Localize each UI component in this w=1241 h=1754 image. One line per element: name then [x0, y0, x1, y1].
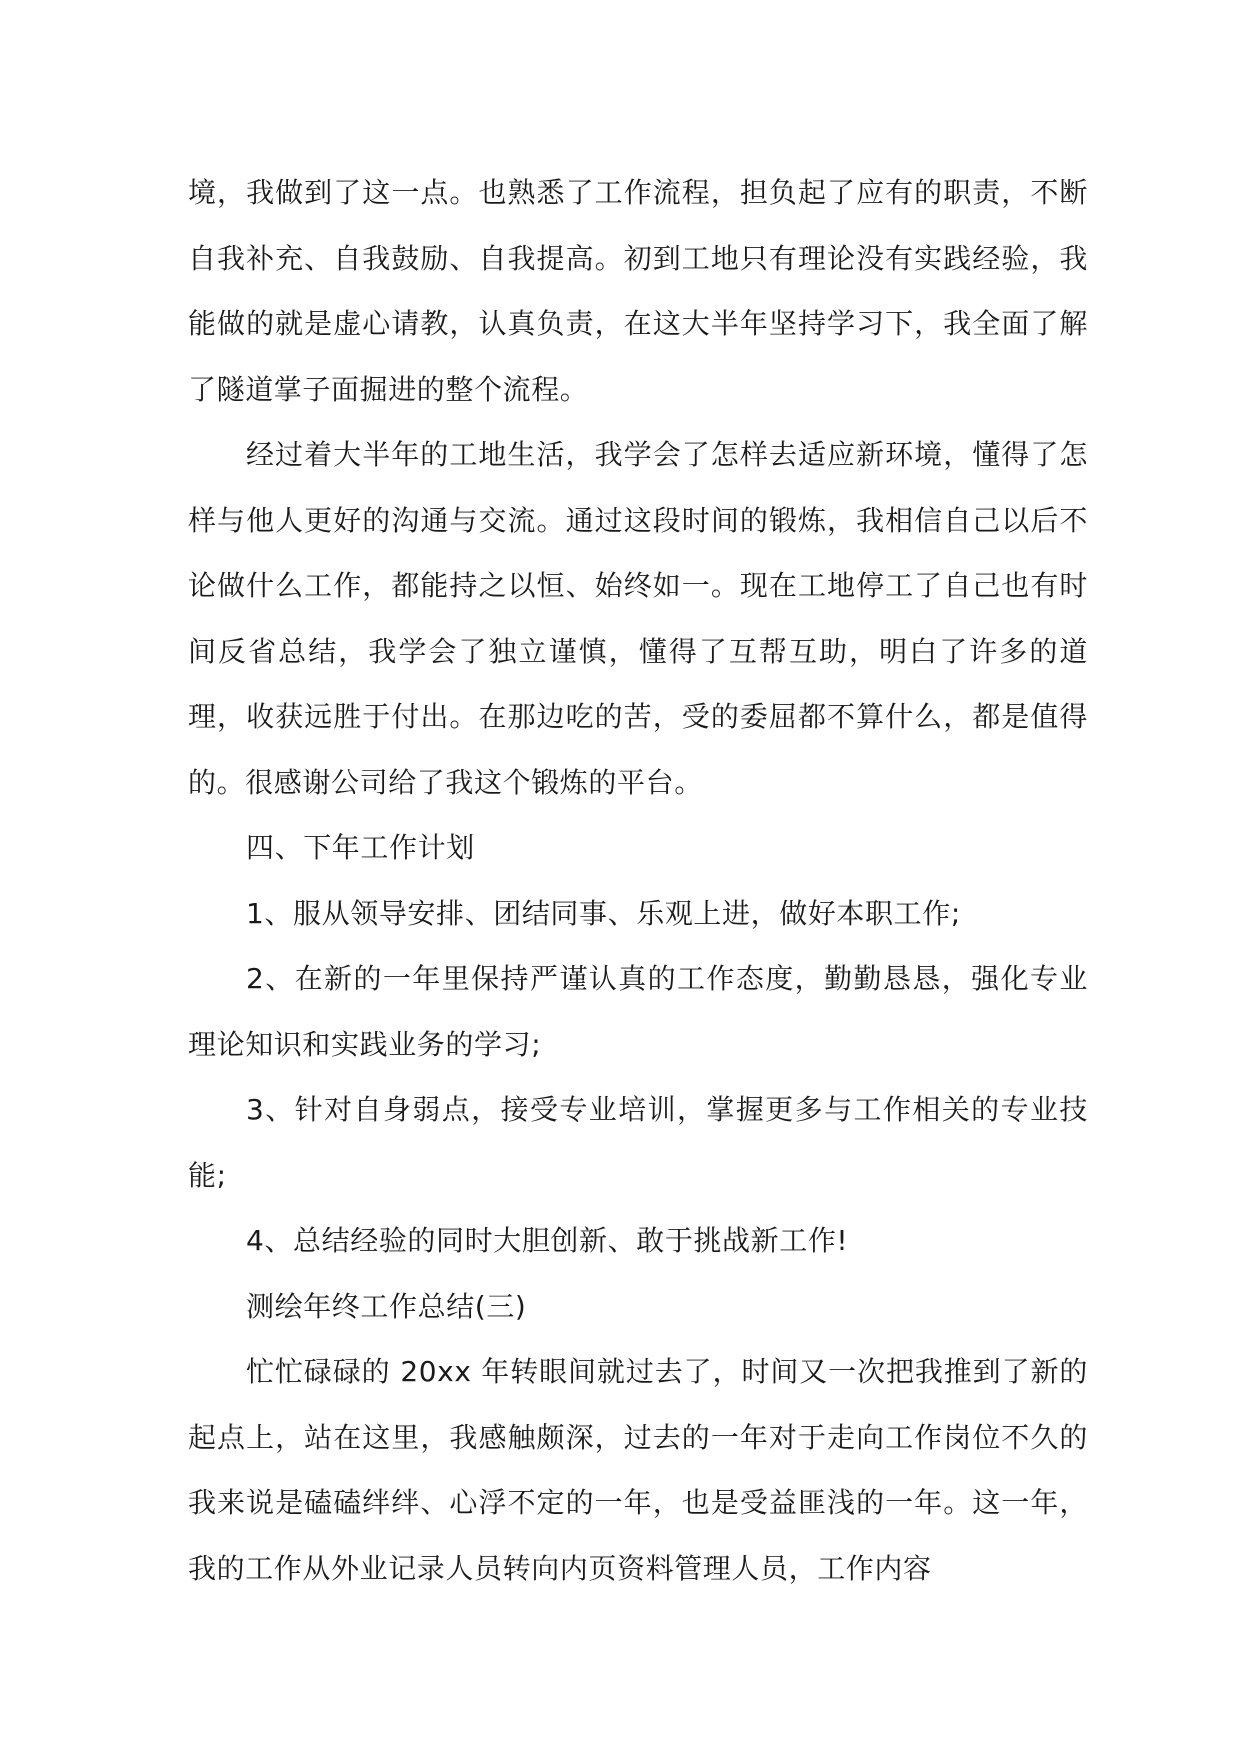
section-heading-work-plan: 四、下年工作计划 [246, 831, 475, 864]
paragraph-1: 境，我做到了这一点。也熟悉了工作流程，担负起了应有的职责，不断自我补充、自我鼓励、自我提高。初到工地只有理论没有实践经验，我能做的就是虚心请教，认真负责，在这大半年坚持学习下，我全面了解了隧道掌子面掘进的整个流程。 [188, 176, 1088, 406]
plan-item-1: 1、服从领导安排、团结同事、乐观上进，做好本职工作; [246, 896, 961, 930]
paragraph-summary-3-intro: 忙忙碌碌的 20xx 年转眼间就过去了，时间又一次把我推到了新的起点上，站在这里，我感触颇深，过去的一年对于走向工作岗位不久的我来说是磕磕绊绊、心浮不定的一年，也是受益匪浅的一年。这一年，我的工作从外业记录人员转向内页资料管理人员，工作内容 [188, 1355, 1088, 1585]
section-title-summary-3: 测绘年终工作总结(三) [246, 1289, 527, 1323]
plan-item-4: 4、总结经验的同时大胆创新、敢于挑战新工作! [246, 1224, 849, 1257]
paragraph-2: 经过着大半年的工地生活，我学会了怎样去适应新环境，懂得了怎样与他人更好的沟通与交流。通过这段时间的锻炼，我相信自己以后不论做什么工作，都能持之以恒、始终如一。现在工地停工了自己也有时间反省总结，我学会了独立谨慎，懂得了互帮互助，明白了许多的道理，收获远胜于付出。在那边吃的苦，受的委屈都不算什么，都是值得的。很感谢公司给了我这个锻炼的平台。 [188, 438, 1088, 799]
document-body [188, 160, 1088, 1601]
plan-item-2: 2、在新的一年里保持严谨认真的工作态度，勤勤恳恳，强化专业理论知识和实践业务的学习; [188, 962, 1088, 1061]
plan-item-3: 3、针对自身弱点，接受专业培训，掌握更多与工作相关的专业技能; [188, 1093, 1088, 1192]
